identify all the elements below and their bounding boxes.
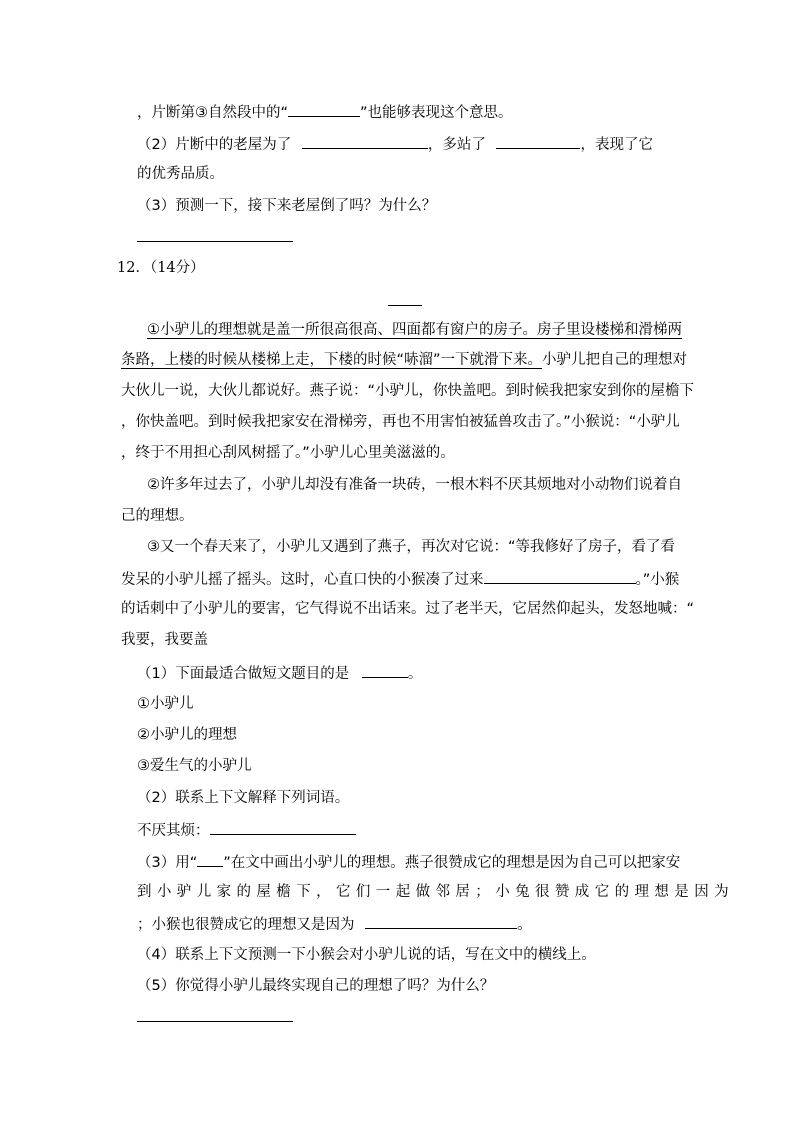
answer-blank[interactable]	[288, 101, 360, 117]
para1-line1: ①小驴儿的理想就是盖一所很高很高、四面都有窗户的房子。房子里设楼梯和滑梯两	[147, 322, 682, 338]
sub-question-2-cont: 的优秀品质。	[137, 166, 224, 182]
para3-line2: 发呆的小驴儿摇了摇头。这时，心直口快的小猴凑了过来 。”小猴	[121, 568, 679, 590]
sub-q4: （4）联系上下文预测一下小猴会对小驴儿说的话，写在文中的横线上。	[137, 947, 596, 963]
sub-q3: （3）用“ ”在文中画出小驴儿的理想。燕子很赞成它的理想是因为自己可以把家安	[137, 851, 680, 873]
para2-line1: ②许多年过去了，小驴儿却没有准备一块砖，一根木料不厌其烦地对小动物们说着自	[147, 477, 682, 493]
title-blank[interactable]	[388, 305, 422, 306]
sub-q2: （2）联系上下文解释下列词语。	[137, 790, 350, 806]
answer-blank[interactable]	[365, 913, 517, 929]
para1-line2: 条路，上楼的时候从楼梯上走，下楼的时候“哧溜”一下就滑下来。小驴儿把自己的理想对	[121, 352, 688, 368]
answer-blank[interactable]	[496, 133, 580, 149]
answer-blank[interactable]	[484, 568, 636, 584]
sub-q2-word: 不厌其烦：	[137, 819, 356, 841]
question-header: 12．（14分）	[117, 260, 205, 276]
sub-question-2: （2）片断中的老屋为了 ，多站了 ，表现了它	[137, 133, 653, 155]
para1-line4: ，你快盖吧。到时候我把家安在滑梯旁，再也不用害怕被猛兽攻击了。”小猴说：“小驴儿	[121, 414, 680, 430]
answer-blank[interactable]	[210, 819, 356, 835]
option-1[interactable]: ①小驴儿	[137, 696, 194, 712]
sub-q3-line2: 到小驴儿家的屋檐下，它们一起做邻居；小兔很赞成它的理想是因为	[137, 884, 734, 900]
mark-sample	[197, 851, 223, 867]
para1-line5: ，终于不用担心刮风树摇了。”小驴儿心里美滋滋的。	[121, 445, 455, 461]
para3-line1: ③又一个春天来了，小驴儿又遇到了燕子，再次对它说：“等我修好了房子，看了看	[147, 539, 676, 555]
answer-line[interactable]	[137, 1021, 293, 1022]
para3-line3: 的话刺中了小驴儿的要害，它气得说不出话来。过了老半天，它居然仰起头，发怒地喊：“	[121, 601, 695, 617]
para1-line3: 大伙儿一说，大伙儿都说好。燕子说：“小驴儿，你快盖吧。到时候我把家安到你的屋檐下	[121, 383, 695, 399]
sub-q5: （5）你觉得小驴儿最终实现自己的理想了吗？为什么？	[137, 978, 495, 994]
para3-line4: 我要，我要盖	[121, 632, 208, 648]
option-2[interactable]: ②小驴儿的理想	[137, 727, 237, 743]
option-3[interactable]: ③爱生气的小驴儿	[137, 758, 252, 774]
sub-question-3: （3）预测一下，接下来老屋倒了吗？为什么？	[137, 198, 437, 214]
para2-line2: 己的理想。	[121, 508, 194, 524]
sub-q1: （1）下面最适合做短文题目的是 。	[137, 662, 422, 684]
sub-q3-line3: ；小猴也很赞成它的理想又是因为 。	[137, 913, 532, 935]
prev-question-line: ，片断第③自然段中的“ ”也能够表现这个意思。	[137, 101, 513, 123]
answer-blank[interactable]	[362, 662, 408, 678]
answer-blank[interactable]	[302, 133, 428, 149]
answer-line[interactable]	[137, 241, 293, 242]
